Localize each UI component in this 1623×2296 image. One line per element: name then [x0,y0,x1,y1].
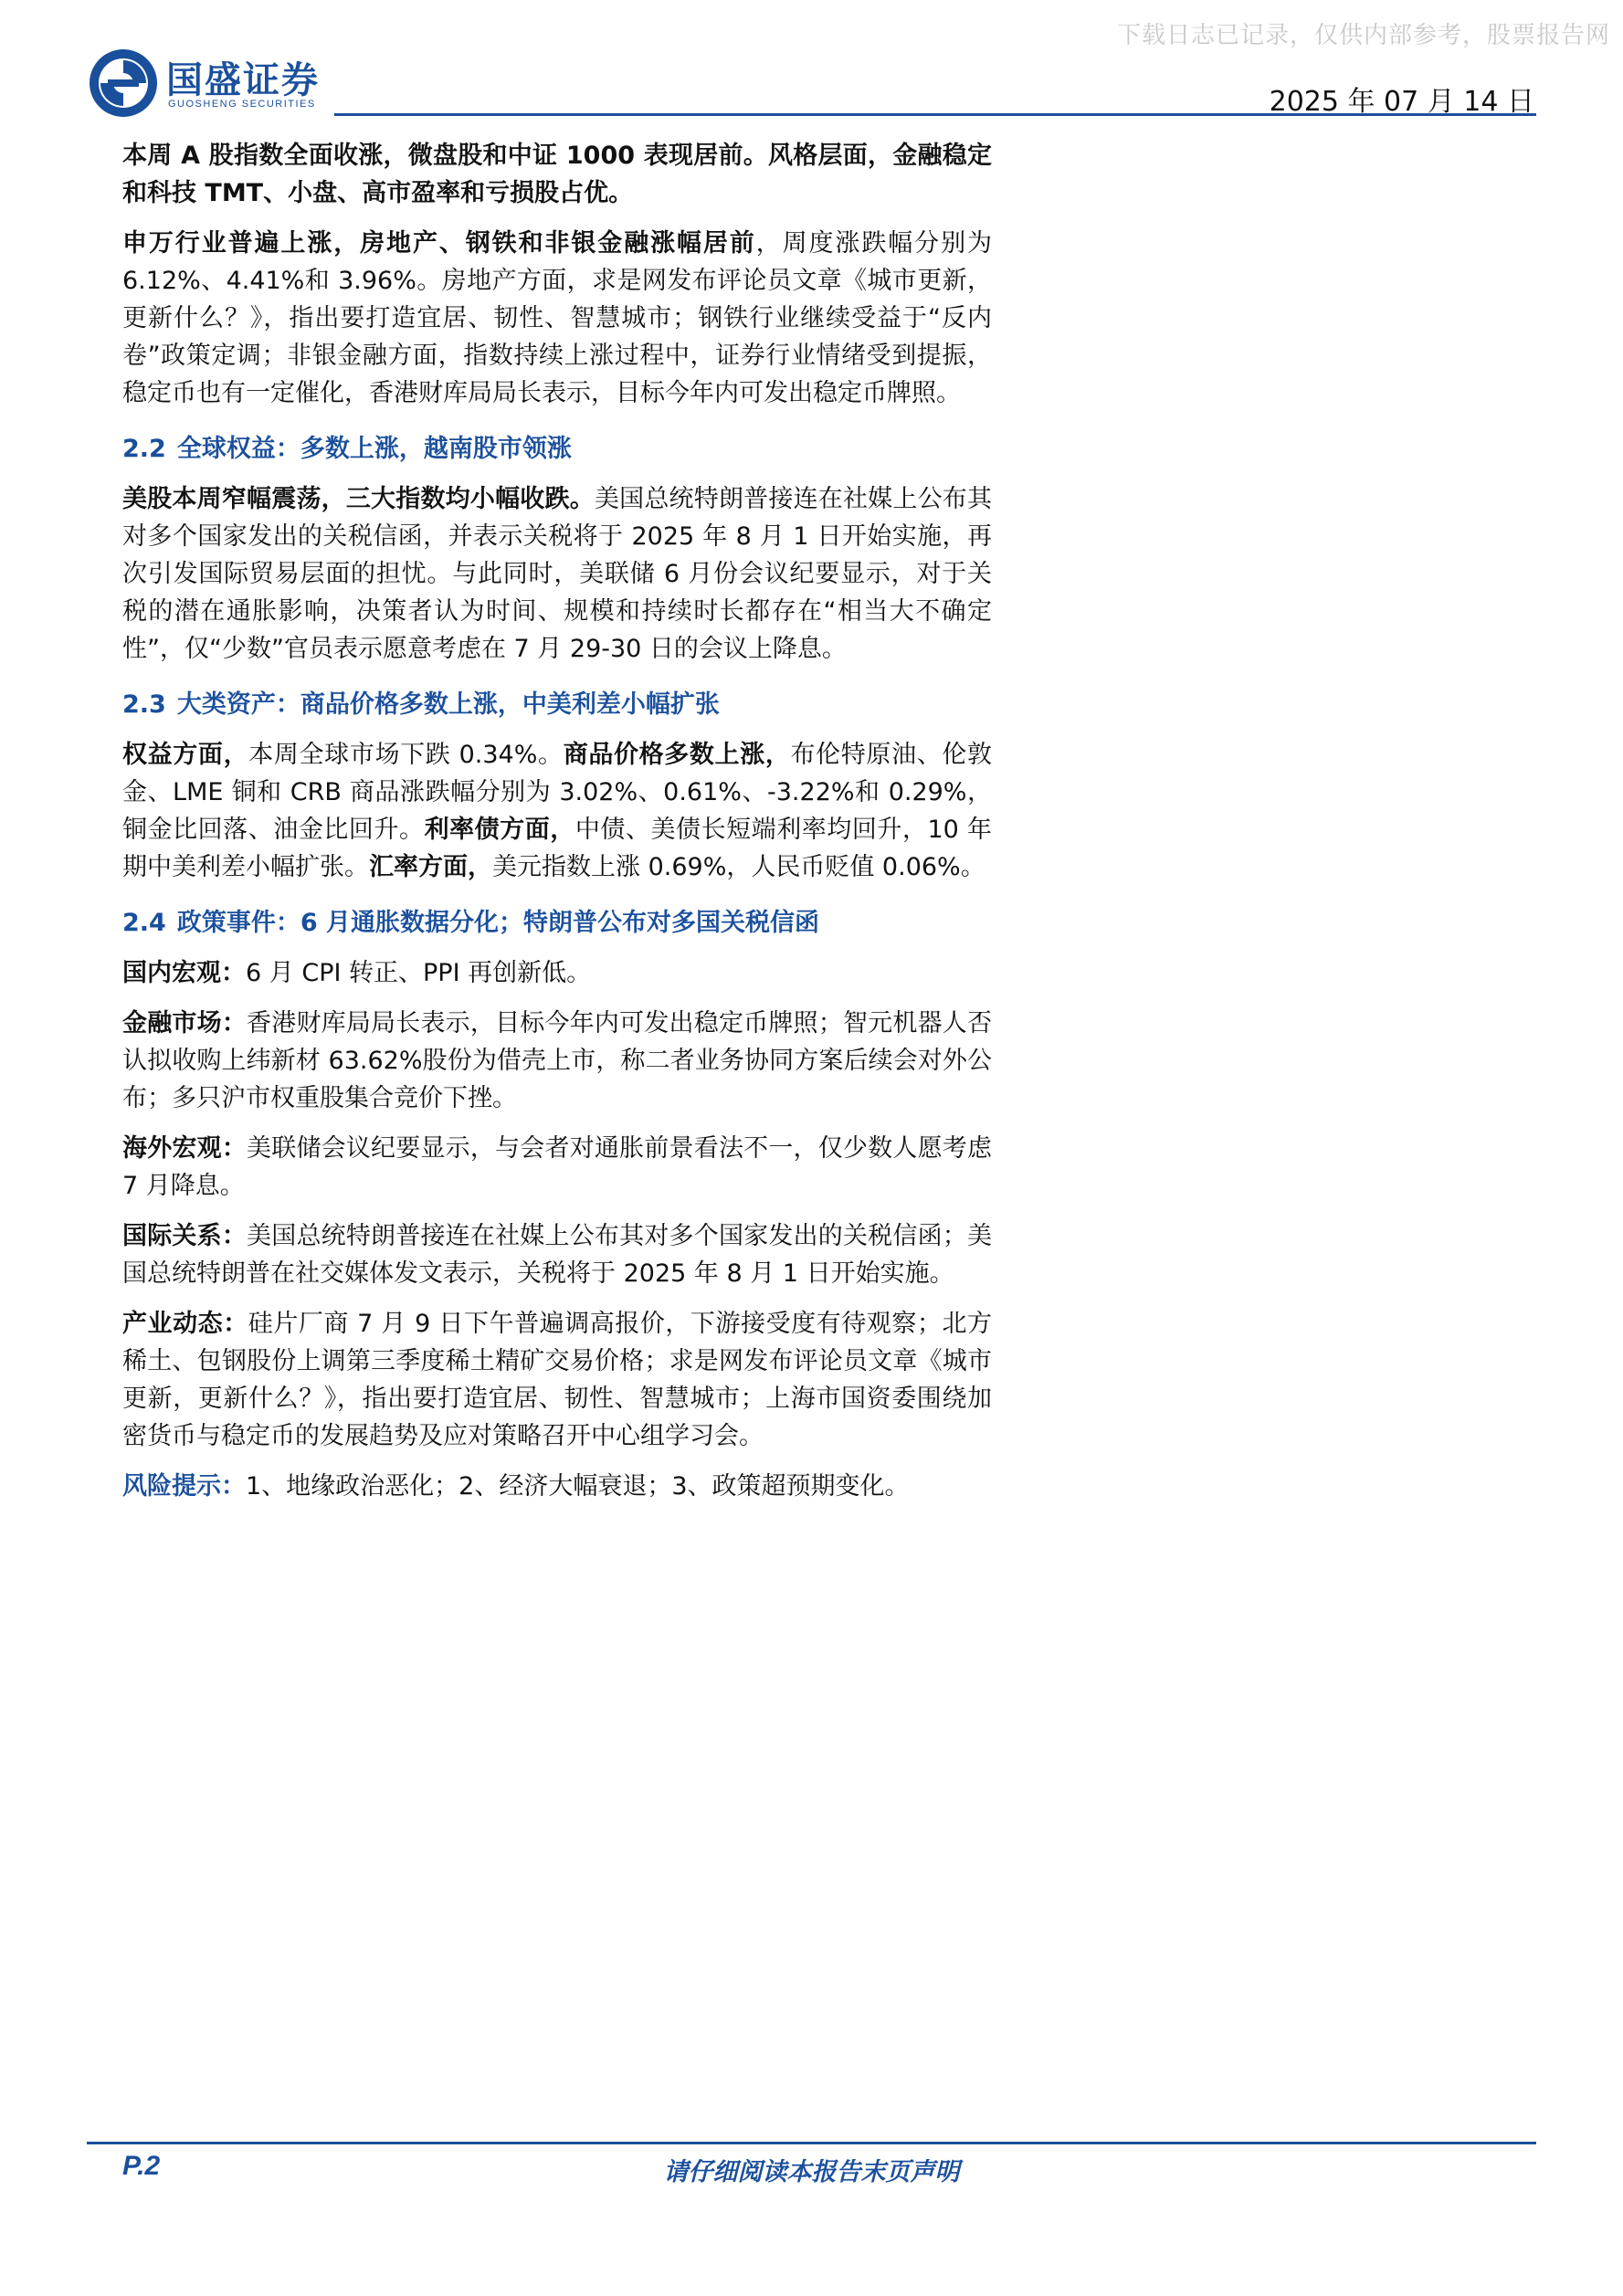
section-title: 政策事件：6 月通胀数据分化；特朗普公布对多国关税信函 [176,909,820,937]
policy-item-label: 国内宏观： [122,959,246,987]
policy-item-label: 金融市场： [122,1009,248,1037]
footer-divider [87,2142,1536,2144]
industry-paragraph [122,225,992,412]
report-body [122,137,992,1518]
brand-name-cn: 国盛证券 [166,59,320,101]
section-number: 2.4 [122,909,166,937]
section-title: 全球权益：多数上涨，越南股市领涨 [176,435,572,463]
section-title: 大类资产：商品价格多数上涨，中美利差小幅扩张 [176,690,720,719]
policy-item-label: 海外宏观： [122,1134,248,1163]
section-number: 2.3 [122,690,166,719]
section-number: 2.2 [122,435,166,463]
industry-bold: 申万行业普遍上涨，房地产、钢铁和非银金融涨幅居前 [122,229,756,258]
disclaimer-note: 请仔细阅读本报告末页声明 [663,2158,960,2186]
policy-item-industry-news [122,1305,992,1455]
commodity-text: 布伦特原油、伦敦金、LME 铜和 CRB 商品涨跌幅分别为 3.02%、0.61%、-3.22%和 0.29%，铜金比回落、油金比回升。 [122,741,993,844]
global-equity-paragraph [122,480,992,668]
page-number: P.2 [122,2151,161,2181]
rates-text: 中债、美债长短端利率均回升，10 年期中美利差小幅扩张。 [122,816,992,881]
brand-name-en: GUOSHENG SECURITIES [168,99,316,110]
company-logo [88,47,353,121]
summary-paragraph [122,137,992,212]
global-equity-bold: 美股本周窄幅震荡，三大指数均小幅收跌。 [122,485,595,513]
fx-text: 美元指数上涨 0.69%，人民币贬值 0.06%。 [492,853,985,881]
summary-bold: 本周 A 股指数全面收涨，微盘股和中证 1000 表现居前。风格层面，金融稳定和科技 TMT、小盘、高市盈率和亏损股占优。 [122,142,992,207]
policy-item-overseas-macro [122,1130,992,1205]
equity-text: 本周全球市场下跌 0.34%。 [248,741,564,769]
policy-item-text: 6 月 CPI 转正、PPI 再创新低。 [246,959,592,987]
policy-item-text: 硅片厂商 7 月 9 日下午普遍调高报价，下游接受度有待观察；北方稀土、包钢股份上调第三季度稀土精矿交易价格；求是网发布评论员文章《城市更新，更新什么？》，指出要打造宜居、韧性、智慧城市；上海市国资委围绕加密货币与稳定币的发展趋势及应对策略召开中心组学习会。 [122,1310,993,1450]
policy-item-domestic-macro [122,954,992,992]
asset-class-paragraph [122,736,992,886]
policy-item-label: 产业动态： [122,1310,248,1338]
policy-item-financial-market [122,1005,992,1117]
policy-item-international-relations [122,1217,992,1292]
equity-label: 权益方面， [122,741,249,769]
global-equity-text: 美国总统特朗普接连在社媒上公布其对多个国家发出的关税信函，并表示关税将于 2025 年 8 月 1 日开始实施，再次引发国际贸易层面的担忧。与此同时，美联储 6 月份会议纪要显示，对于关税的潜在通胀影响，决策者认为时间、规模和持续时长都存在“相当大不确定性”，仅“少数”官员表示愿意考虑在 7 月 29-30 日的会议上降息。 [122,485,993,663]
policy-item-text: 美国总统特朗普接连在社媒上公布其对多个国家发出的关税信函；美国总统特朗普在社交媒体发文表示，关税将于 2025 年 8 月 1 日开始实施。 [122,1222,993,1288]
industry-text: ，周度涨跌幅分别为 6.12%、4.41%和 3.96%。房地产方面，求是网发布评论员文章《城市更新，更新什么？》，指出要打造宜居、韧性、智慧城市；钢铁行业继续受益于“反内卷”政策定调；非银金融方面，指数持续上涨过程中，证券行业情绪受到提振，稳定币也有一定催化，香港财库局局长表示，目标今年内可发出稳定币牌照。 [122,229,992,407]
policy-item-label: 国际关系： [122,1222,248,1250]
policy-item-text: 美联储会议纪要显示，与会者对通胀前景看法不一，仅少数人愿考虑 7 月降息。 [122,1134,993,1200]
risk-warning-label: 风险提示： [122,1472,246,1501]
header-divider [334,113,1536,116]
rates-label: 利率债方面， [424,816,575,844]
policy-item-text: 香港财库局局长表示，目标今年内可发出稳定币牌照；智元机器人否认拟收购上纬新材 63.62%股份为借壳上市，称二者业务协同方案后续会对外公布；多只沪市权重股集合竞价下挫。 [122,1009,993,1112]
commodity-label: 商品价格多数上涨， [563,741,791,769]
report-date: 2025 年 07 月 14 日 [1269,86,1534,118]
section-heading-2-3 [122,686,992,723]
risk-warning-text: 1、地缘政治恶化；2、经济大幅衰退；3、政策超预期变化。 [246,1472,910,1501]
fx-label: 汇率方面， [369,853,492,881]
risk-warning [122,1468,992,1505]
watermark-text: 下载日志已记录，仅供内部参考，股票报告网 [1116,22,1610,49]
section-heading-2-2 [122,430,992,468]
guosheng-logo-icon [88,47,159,119]
section-heading-2-4 [122,904,992,942]
